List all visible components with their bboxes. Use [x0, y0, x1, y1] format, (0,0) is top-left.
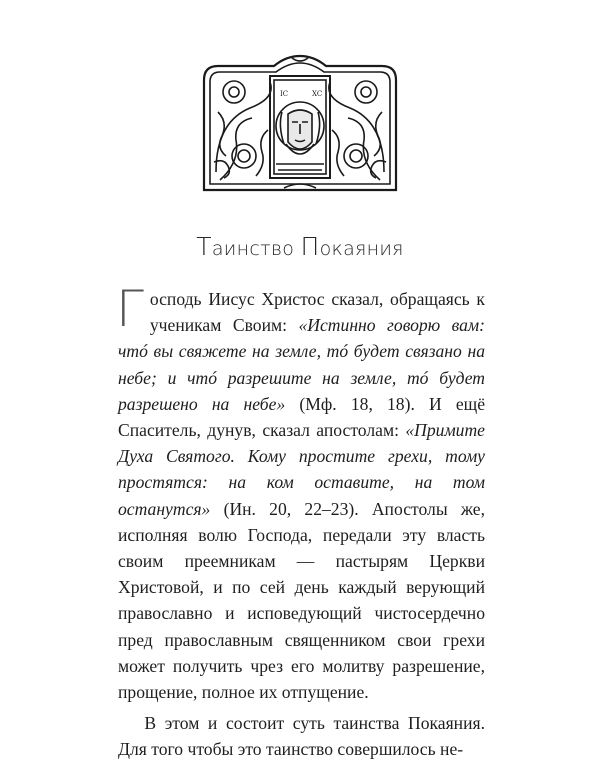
svg-text:XC: XC: [312, 90, 323, 98]
quote-john: «Примите Духа Святого. Кому простите грехи, тому простятся: на ком оставите, на том останутся»: [118, 420, 485, 519]
paragraph-1: Господь Иисус Христос сказал, обращаясь к ученикам Своим: «Истинно говорю вам: чтó вы свяжете на земле, тó будет связано на небе; и чтó разрешите на земле, тó будет разрешено на небе» (Мф. 18, 18). И ещё Спаситель, дунув, сказал апостолам: «Примите Духа Святого. Кому простите грехи, тому простятся: на ком оставите, на том останутся» (Ин. 20, 22–23). Апостолы же, исполняя волю Господа, передали эту власть своим преемникам — пастырям Церкви Христовой, и по сей день каждый верующий православно и исповедующий чистосердечно пред православным священником свои грехи может получить чрез его молитву разрешение, прощение, полное их отпущение.: [116, 280, 486, 703]
svg-text:IC: IC: [280, 90, 289, 98]
quote-matthew: «Истинно говорю вам: чтó вы свяжете на земле, тó будет связано на небе; и чтó разрешите на земле, тó будет разрешено на небе»: [118, 315, 485, 414]
christ-icon-ornament: [200, 52, 400, 196]
paragraph-2: В этом и состоит суть таинства Покаяния. Для того чтобы это таинство совершилось не-: [118, 713, 485, 760]
body-text: [116, 280, 486, 763]
drop-cap: Г: [116, 280, 144, 338]
chapter-title: Таинство Покаяния: [196, 232, 404, 261]
